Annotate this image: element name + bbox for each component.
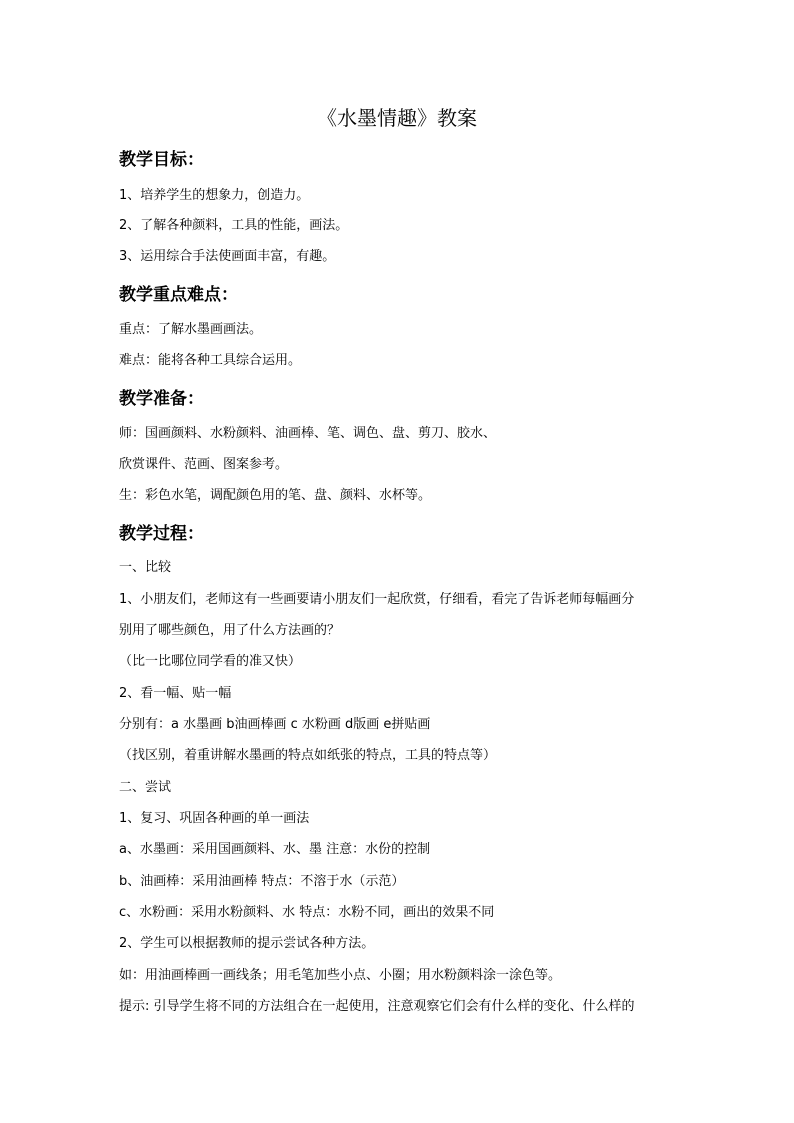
document-title: 《水墨情趣》教案: [317, 106, 477, 130]
process-line: c、水粉画：采用水粉颜料、水 特点：水粉不同，画出的效果不同: [119, 905, 495, 920]
process-line: 如：用油画棒画一画线条；用毛笔加些小点、小圈；用水粉颜料涂一涂色等。: [119, 968, 562, 983]
process-line: 分别有：a 水墨画 b油画棒画 c 水粉画 d版画 e拼贴画: [119, 717, 431, 732]
key-point-item: 重点：了解水墨画画法。: [119, 322, 263, 337]
section-heading-preparation: 教学准备：: [119, 389, 204, 409]
process-line: 1、小朋友们，老师这有一些画要请小朋友们一起欣赏，仔细看，看完了告诉老师每幅画分: [119, 592, 635, 607]
process-line: （比一比哪位同学看的准又快）: [119, 654, 302, 669]
goal-item: 2、了解各种颜料，工具的性能，画法。: [119, 218, 349, 233]
goal-item: 3、运用综合手法使画面丰富，有趣。: [119, 249, 336, 264]
process-line: 提示: 引导学生将不同的方法组合在一起使用，注意观察它们会有什么样的变化、什么样的: [119, 999, 635, 1014]
section-heading-key-points: 教学重点难点：: [119, 285, 238, 305]
key-point-item: 难点：能将各种工具综合运用。: [119, 353, 302, 368]
process-line: 2、看一幅、贴一幅: [119, 686, 232, 701]
process-line: 2、学生可以根据教师的提示尝试各种方法。: [119, 936, 375, 951]
process-line: 一、比较: [119, 560, 172, 575]
process-line: 别用了哪些颜色，用了什么方法画的？: [119, 623, 341, 638]
process-line: a、水墨画：采用国画颜料、水、墨 注意：水份的控制: [119, 842, 431, 857]
section-heading-goals: 教学目标：: [119, 150, 204, 170]
process-line: b、油画棒：采用油画棒 特点：不溶于水（示范）: [119, 874, 405, 889]
process-line: 二、尝试: [119, 780, 172, 795]
process-line: （找区别，着重讲解水墨画的特点如纸张的特点，工具的特点等）: [119, 748, 497, 763]
goal-item: 1、培养学生的想象力，创造力。: [119, 188, 310, 203]
preparation-item: 生：彩色水笔，调配颜色用的笔、盘、颜料、水杯等。: [119, 488, 432, 503]
preparation-item: 师：国画颜料、水粉颜料、油画棒、笔、调色、盘、剪刀、胶水、: [119, 426, 497, 441]
preparation-item: 欣赏课件、范画、图案参考。: [119, 457, 289, 472]
section-heading-process: 教学过程：: [119, 524, 204, 544]
process-line: 1、复习、巩固各种画的单一画法: [119, 811, 310, 826]
